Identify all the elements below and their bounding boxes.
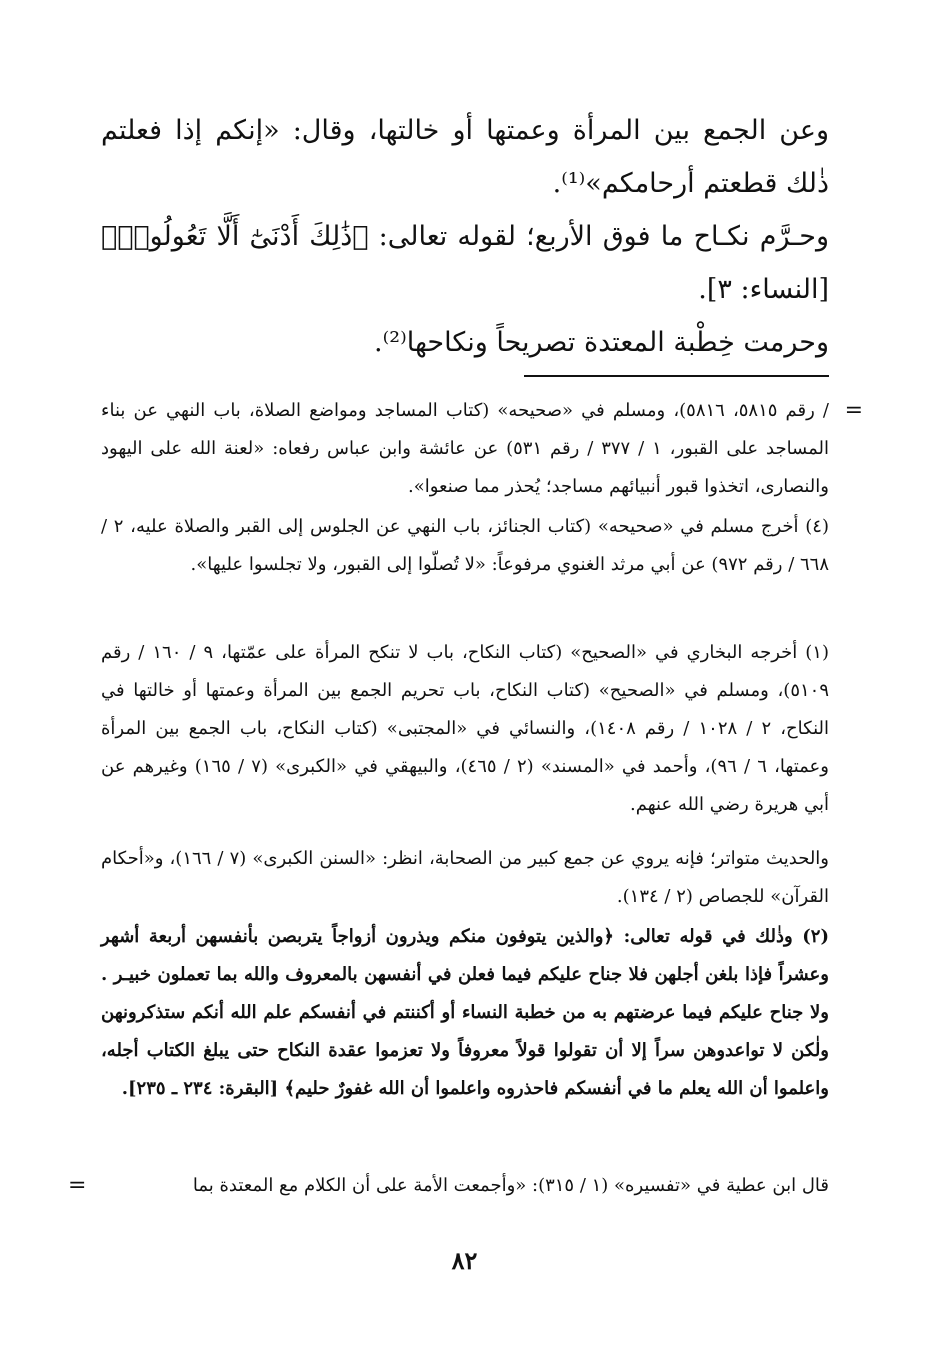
continuation-mark-bottom: = xyxy=(68,1173,87,1198)
body-paragraph-3: وحرمت خِطْبة المعتدة تصريحاً ونكاحها⁽²⁾. xyxy=(374,327,829,358)
footnote-continued: / رقم ٥٨١٥، ٥٨١٦)، ومسلم في «صحيحه» (كتاب المساجد ومواضع الصلاة، باب النهي عن بناء المساجد على القبور، ١ / ٣٧٧ / رقم ٥٣١) عن عائشة وابن عباس رفعاه: «لعنة الله على اليهود والنصارى، اتخذوا قبور أنبيائهم مساجد؛ يُحذر مما صنعوا». xyxy=(101,400,830,497)
footnote-2: (٢) وذٰلك في قوله تعالى: ﴿والذين يتوفون منكم ويذرون أزواجاً يتربصن بأنفسهن أربعة أشهر وعشراً فإذا بلغن أجلهن فلا جناح عليكم فيما فعلن في أنفسهن بالمعروف والله بما تعملون خبيـر . ولا جناح عليكم فيما عرضتهم به من خطبة النساء أو أكننتم في أنفسكم علم الله أنكم ستذكرونهن ولٰكن لا تواعدوهن سراً إلا أن تقولوا قولاً معروفاً ولا تعزموا عقدة النكاح حتى يبلغ الكتاب أجله، واعلموا أن الله يعلم ما في أنفسكم فاحذروه واعلموا أن الله غفورٌ حليم﴾ [البقرة: ٢٣٤ ـ ٢٣٥]. xyxy=(101,926,829,1099)
footnote-4: (٤) أخرج مسلم في «صحيحه» (كتاب الجنائز، باب النهي عن الجلوس إلى القبر والصلاة عليه، ٢ / ٦٦٨ / رقم ٩٧٢) عن أبي مرثد الغنوي مرفوعاً: «لا تُصلّوا إلى القبور، ولا تجلسوا عليها». xyxy=(101,516,829,575)
body-paragraph-1: وعن الجمع بين المرأة وعمتها أو خالتها، وقال: «إنكم إذا فعلتم ذٰلك قطعتم أرحامكم»⁽¹⁾. xyxy=(101,115,829,199)
footnote-2-note: قال ابن عطية في «تفسيره» (١ / ٣١٥): «وأجمعت الأمة على أن الكلام مع المعتدة بما xyxy=(192,1175,829,1196)
footnote-1: (١) أخرجه البخاري في «الصحيح» (كتاب النكاح، باب لا تنكح المرأة على عمّتها، ٩ / ١٦٠ / رقم ٥١٠٩)، ومسلم في «الصحيح» (كتاب النكاح، باب تحريم الجمع بين المرأة وعمتها أو خالتها في النكاح، ٢ / ١٠٢٨ / رقم ١٤٠٨)، والنسائي في «المجتبى» (كتاب النكاح، باب الجمع بين المرأة وعمتها، ٦ / ٩٦)، وأحمد في «المسند» (٢ / ٤٦٥)، والبيهقي في «الكبرى» (٧ / ١٦٥) وغيرهم عن أبي هريرة رضي الله عنهم. xyxy=(101,642,829,815)
footnote-separator xyxy=(524,375,829,377)
continuation-mark-top: = xyxy=(844,398,863,423)
page-number: ٨٢ xyxy=(451,1246,478,1275)
body-paragraph-2: وحـرَّم نكـاح ما فوق الأربع؛ لقوله تعالى: ﴿ذَٰلِكَ أَدْنَىٰٓ أَلَّا تَعُولُوا۟﴾ [النساء: ٣]. xyxy=(101,221,829,305)
footnote-1-note: والحديث متواتر؛ فإنه يروي عن جمع كبير من الصحابة، انظر: «السنن الكبرى» (٧ / ١٦٦)، و«أحكام القرآن» للجصاص (٢ / ١٣٤). xyxy=(101,848,829,907)
